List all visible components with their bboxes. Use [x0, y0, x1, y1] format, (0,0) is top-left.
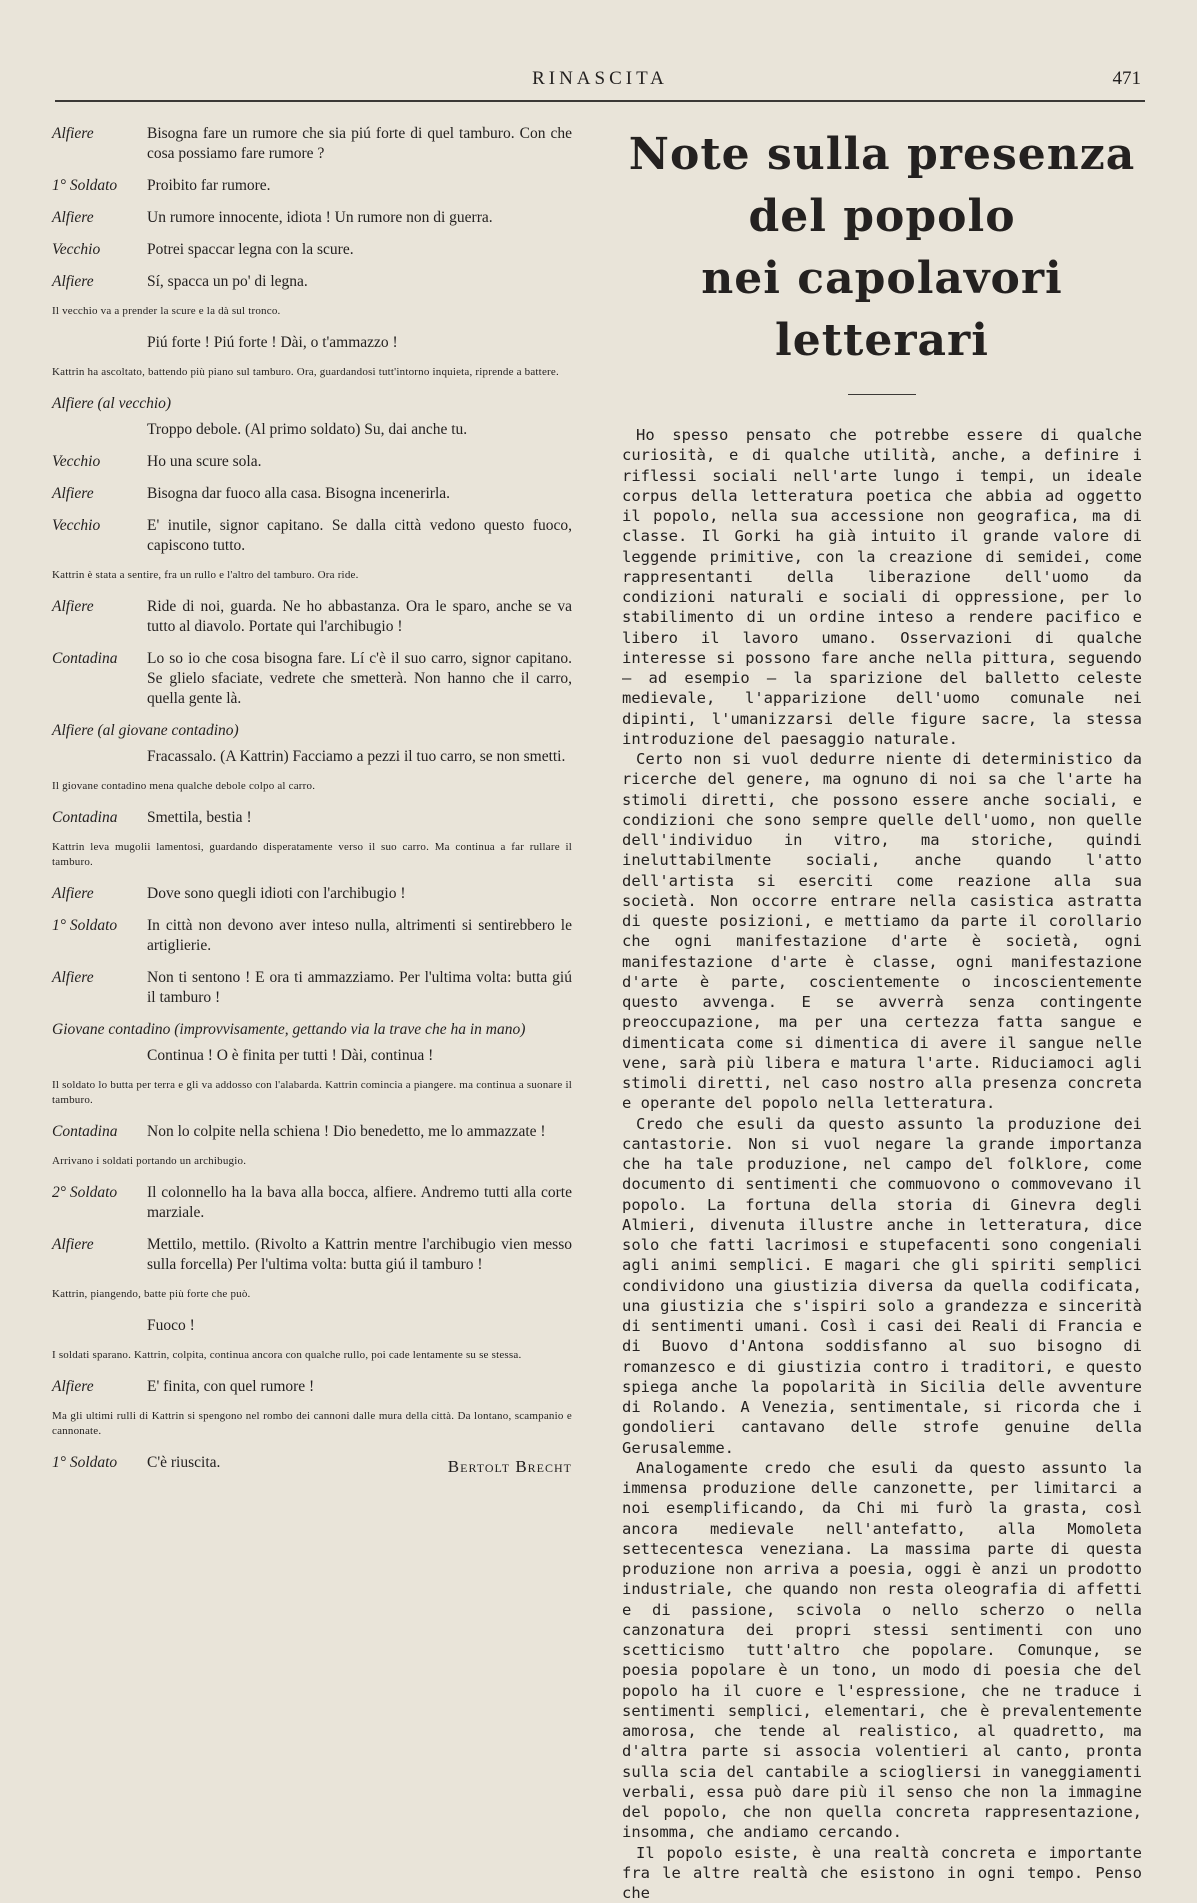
- speaker-name: Alfiere: [52, 1235, 147, 1275]
- speech-text: Sí, spacca un po' di legna.: [147, 272, 572, 292]
- article-title-line: Note sulla presenza: [622, 124, 1142, 186]
- stage-direction: Il giovane contadino mena qualche debole colpo al carro.: [52, 779, 572, 794]
- article-column: [622, 124, 1142, 1903]
- article-paragraph: Analogamente credo che esuli da questo assunto la immensa produzione delle canzonette, per limitarci a noi esemplificando, da Chi mi furò la grasta, così ancora medievale nell'antefatto, alla Momoleta settecentesca veneziana. La massima parte di questa produzione non arriva a poesia, oggi è anzi un prodotto industriale, che quando non resta oleografia di affetti e di passione, scivola o nello scherzo o nella canzonatura dei propri stessi sentimenti con uno scetticismo tutt'altro che popolare. Comunque, se poesia popolare è un tono, un modo di poesia che del popolo ha il cuore e l'espressione, che ne traduce i sentimenti semplici, elementari, che è prevalentemente amorosa, che tende al realistico, al quadretto, ma d'altra parte si associa volentieri al canto, pronta sulla scia del cantabile a sciogliersi in vaneggiamenti verbali, essa può dare più il senso che non la immagine del popolo, che non quella concreta rappresentazione, insomma, che andiamo cercando.: [622, 1458, 1142, 1843]
- speaker-name: Alfiere: [52, 208, 147, 228]
- dialogue-line: [52, 1122, 572, 1142]
- dialogue-line: [52, 208, 572, 228]
- dialogue-line: [52, 1377, 572, 1397]
- speech-text: Dove sono quegli idioti con l'archibugio !: [147, 884, 572, 904]
- title-rule: [848, 394, 916, 395]
- stage-direction: Kattrin leva mugolii lamentosi, guardando disperatamente verso il suo carro. Ma continua a far rullare il tamburo.: [52, 840, 572, 870]
- speech-continuation: Piú forte ! Piú forte ! Dài, o t'ammazzo !: [147, 333, 572, 353]
- dialogue-line: [52, 1235, 572, 1275]
- speaker-name: Alfiere: [52, 124, 147, 164]
- dialogue-line: [52, 484, 572, 504]
- stage-direction: Kattrin, piangendo, batte più forte che può.: [52, 1287, 572, 1302]
- running-title: RINASCITA: [55, 68, 1145, 90]
- speaker-cue: Alfiere (al giovane contadino): [52, 721, 572, 741]
- speech-text: Potrei spaccar legna con la scure.: [147, 240, 572, 260]
- speaker-name: Alfiere: [52, 272, 147, 292]
- speech-text: Lo so io che cosa bisogna fare. Lí c'è il suo carro, signor capitano. Se glielo sfaciate, vedrete che smetterà. Non hanno che il carro, quella gente là.: [147, 649, 572, 709]
- stage-direction: Il soldato lo butta per terra e gli va addosso con l'alabarda. Kattrin comincia a piangere. ma continua a suonare il tamburo.: [52, 1078, 572, 1108]
- dialogue-line: [52, 516, 572, 556]
- stage-direction: Kattrin è stata a sentire, fra un rullo e l'altro del tamburo. Ora ride.: [52, 568, 572, 583]
- speaker-name: Contadina: [52, 649, 147, 709]
- speech-text: Bisogna dar fuoco alla casa. Bisogna incenerirla.: [147, 484, 572, 504]
- speech-text: Bisogna fare un rumore che sia piú forte di quel tamburo. Con che cosa possiamo fare rumore ?: [147, 124, 572, 164]
- speech-continuation: Continua ! O è finita per tutti ! Dài, continua !: [147, 1046, 572, 1066]
- dialogue-line: [52, 1183, 572, 1223]
- stage-direction: Kattrin ha ascoltato, battendo più piano sul tamburo. Ora, guardandosi tutt'intorno inquieta, riprende a battere.: [52, 365, 572, 380]
- speaker-name: 1° Soldato: [52, 176, 147, 196]
- dialogue-line: [52, 176, 572, 196]
- speech-text: Mettilo, mettilo. (Rivolto a Kattrin mentre l'archibugio vien messo sulla forcella) Per l'ultima volta: butta giú il tamburo !: [147, 1235, 572, 1275]
- dialogue-line: [52, 968, 572, 1008]
- dialogue-line: [52, 649, 572, 709]
- speech-text: Ride di noi, guarda. Ne ho abbastanza. Ora le sparo, anche se va tutto al diavolo. Portate qui l'archibugio !: [147, 597, 572, 637]
- speech-text: Proibito far rumore.: [147, 176, 572, 196]
- speech-text: Il colonnello ha la bava alla bocca, alfiere. Andremo tutti alla corte marziale.: [147, 1183, 572, 1223]
- stage-direction: Ma gli ultimi rulli di Kattrin si spengono nel rombo dei cannoni dalle mura della città. Da lontano, scampanio e cannonate.: [52, 1409, 572, 1439]
- speech-text: In città non devono aver inteso nulla, altrimenti si sentirebbero le artiglierie.: [147, 916, 572, 956]
- speaker-name: Alfiere: [52, 884, 147, 904]
- dialogue-line: [52, 808, 572, 828]
- speaker-name: Contadina: [52, 1122, 147, 1142]
- speaker-name: Vecchio: [52, 452, 147, 472]
- article-paragraph: Il popolo esiste, è una realtà concreta e importante fra le altre realtà che esistono in ogni tempo. Penso che: [622, 1843, 1142, 1903]
- dialogue-line: [52, 916, 572, 956]
- speaker-cue: Alfiere (al vecchio): [52, 394, 572, 414]
- stage-direction: I soldati sparano. Kattrin, colpita, continua ancora con qualche rullo, poi cade lentamente su se stessa.: [52, 1348, 572, 1363]
- play-excerpt-column: [52, 124, 572, 1477]
- speech-text: Ho una scure sola.: [147, 452, 572, 472]
- article-paragraph: Certo non si vuol dedurre niente di deterministico da ricerche del genere, ma ognuno di noi sa che l'arte ha stimoli diretti, che possono essere anche sociali, e condizioni che sono sempre quelle dell'uomo, non quelle dell'individuo in vitro, ma storiche, quindi ineluttabilmente sociali, anche quando l'atto dell'artista si eserciti come reazione alla sua società. Non occorre entrare nella casistica astratta di queste posizioni, e mettiamo da parte il corollario che ogni manifestazione d'arte è società, ogni manifestazione d'arte è classe, ogni manifestazione d'arte è parte, coscientemente o incoscientemente questo avvenga. E se avverrà senza contingente preoccupazione, ma per una certezza fatta sangue e dimenticata come si dimentica di avere il sangue nelle vene, sarà più libera e matura l'arte. Riduciamoci agli stimoli diretti, nel caso nostro alla presenza concreta e operante del popolo nella letteratura.: [622, 749, 1142, 1114]
- speech-text: E' finita, con quel rumore !: [147, 1377, 572, 1397]
- speaker-cue: Giovane contadino (improvvisamente, gettando via la trave che ha in mano): [52, 1020, 572, 1040]
- dialogue-line: [52, 452, 572, 472]
- dialogue-line: [52, 272, 572, 292]
- stage-direction: Il vecchio va a prender la scure e la dà sul tronco.: [52, 304, 572, 319]
- article-paragraph: Credo che esuli da questo assunto la produzione dei cantastorie. Non si vuol negare la grande importanza che ha tale produzione, nel campo del folklore, come documento di sentimenti che commuovono o commovevano il popolo. La fortuna della storia di Ginevra degli Almieri, divenuta illustre anche in letteratura, dice solo che fatti lacrimosi e stupefacenti sono congeniali agli animi semplici. E magari che gli spiriti semplici condividono una giustizia diversa da quella codificata, una giustizia che s'ispiri solo a grandezza e sincerità di sentimenti umani. Così i casi dei Reali di Francia e di Buovo d'Antona soddisfanno al suo bisogno di romanzesco e di giustizia contro i traditori, e questo spiega anche la popolarità in Sicilia delle avventure di Rolando. A Venezia, sentimentale, si ricorda che i gondolieri cantavano delle strofe genuine della Gerusalemme.: [622, 1114, 1142, 1458]
- speaker-name: Alfiere: [52, 597, 147, 637]
- speech-text: C'è riuscita.: [147, 1453, 572, 1473]
- article-title-line: nei capolavori letterari: [622, 248, 1142, 372]
- speaker-name: Alfiere: [52, 1377, 147, 1397]
- speech-continuation: Troppo debole. (Al primo soldato) Su, dai anche tu.: [147, 420, 572, 440]
- page-number: 471: [1113, 68, 1142, 90]
- speaker-name: 2° Soldato: [52, 1183, 147, 1223]
- speaker-name: Vecchio: [52, 516, 147, 556]
- speech-text: E' inutile, signor capitano. Se dalla città vedono questo fuoco, capiscono tutto.: [147, 516, 572, 556]
- author-signature: Bertolt Brecht: [52, 1457, 572, 1477]
- speaker-name: Vecchio: [52, 240, 147, 260]
- dialogue-line: [52, 240, 572, 260]
- speaker-name: Alfiere: [52, 484, 147, 504]
- speech-text: Un rumore innocente, idiota ! Un rumore non di guerra.: [147, 208, 572, 228]
- article-title-line: del popolo: [622, 186, 1142, 248]
- speech-text: Non lo colpite nella schiena ! Dio benedetto, me lo ammazzate !: [147, 1122, 572, 1142]
- article-body: [622, 425, 1142, 1903]
- speech-continuation: Fuoco !: [147, 1316, 572, 1336]
- dialogue-line: [52, 597, 572, 637]
- speaker-name: Contadina: [52, 808, 147, 828]
- speaker-name: Alfiere: [52, 968, 147, 1008]
- page-header: [55, 60, 1145, 102]
- article-paragraph: Ho spesso pensato che potrebbe essere di qualche curiosità, e di qualche utilità, anche, a definire i riflessi sociali nell'arte lungo i tempi, un ideale corpus della letteratura poetica che abbia ad oggetto il popolo, nella sua accessione non geografica, ma di classe. Il Gorki ha già intuito il grande valore di leggende primitive, con la creazione di semidei, come rappresentanti della liberazione dell'uomo da condizioni naturali e sociali di oppressione, per lo stabilimento di un ordine inteso a rendere pacifico e libero il lavoro umano. Osservazioni di qualche interesse si possono fare anche nella pittura, seguendo — ad esempio — la sparizione del balletto celeste medievale, l'apparizione dell'uomo comunale nei dipinti, l'umanizzarsi delle figure sacre, la stessa introduzione del paesaggio naturale.: [622, 425, 1142, 749]
- article-title: [622, 124, 1142, 372]
- speech-continuation: Fracassalo. (A Kattrin) Facciamo a pezzi il tuo carro, se non smetti.: [147, 747, 572, 767]
- speech-text: Smettila, bestia !: [147, 808, 572, 828]
- speaker-name: 1° Soldato: [52, 916, 147, 956]
- dialogue-line: [52, 884, 572, 904]
- dialogue-line: [52, 124, 572, 164]
- speaker-name: 1° Soldato: [52, 1453, 147, 1473]
- speech-text: Non ti sentono ! E ora ti ammazziamo. Per l'ultima volta: butta giú il tamburo !: [147, 968, 572, 1008]
- stage-direction: Arrivano i soldati portando un archibugio.: [52, 1154, 572, 1169]
